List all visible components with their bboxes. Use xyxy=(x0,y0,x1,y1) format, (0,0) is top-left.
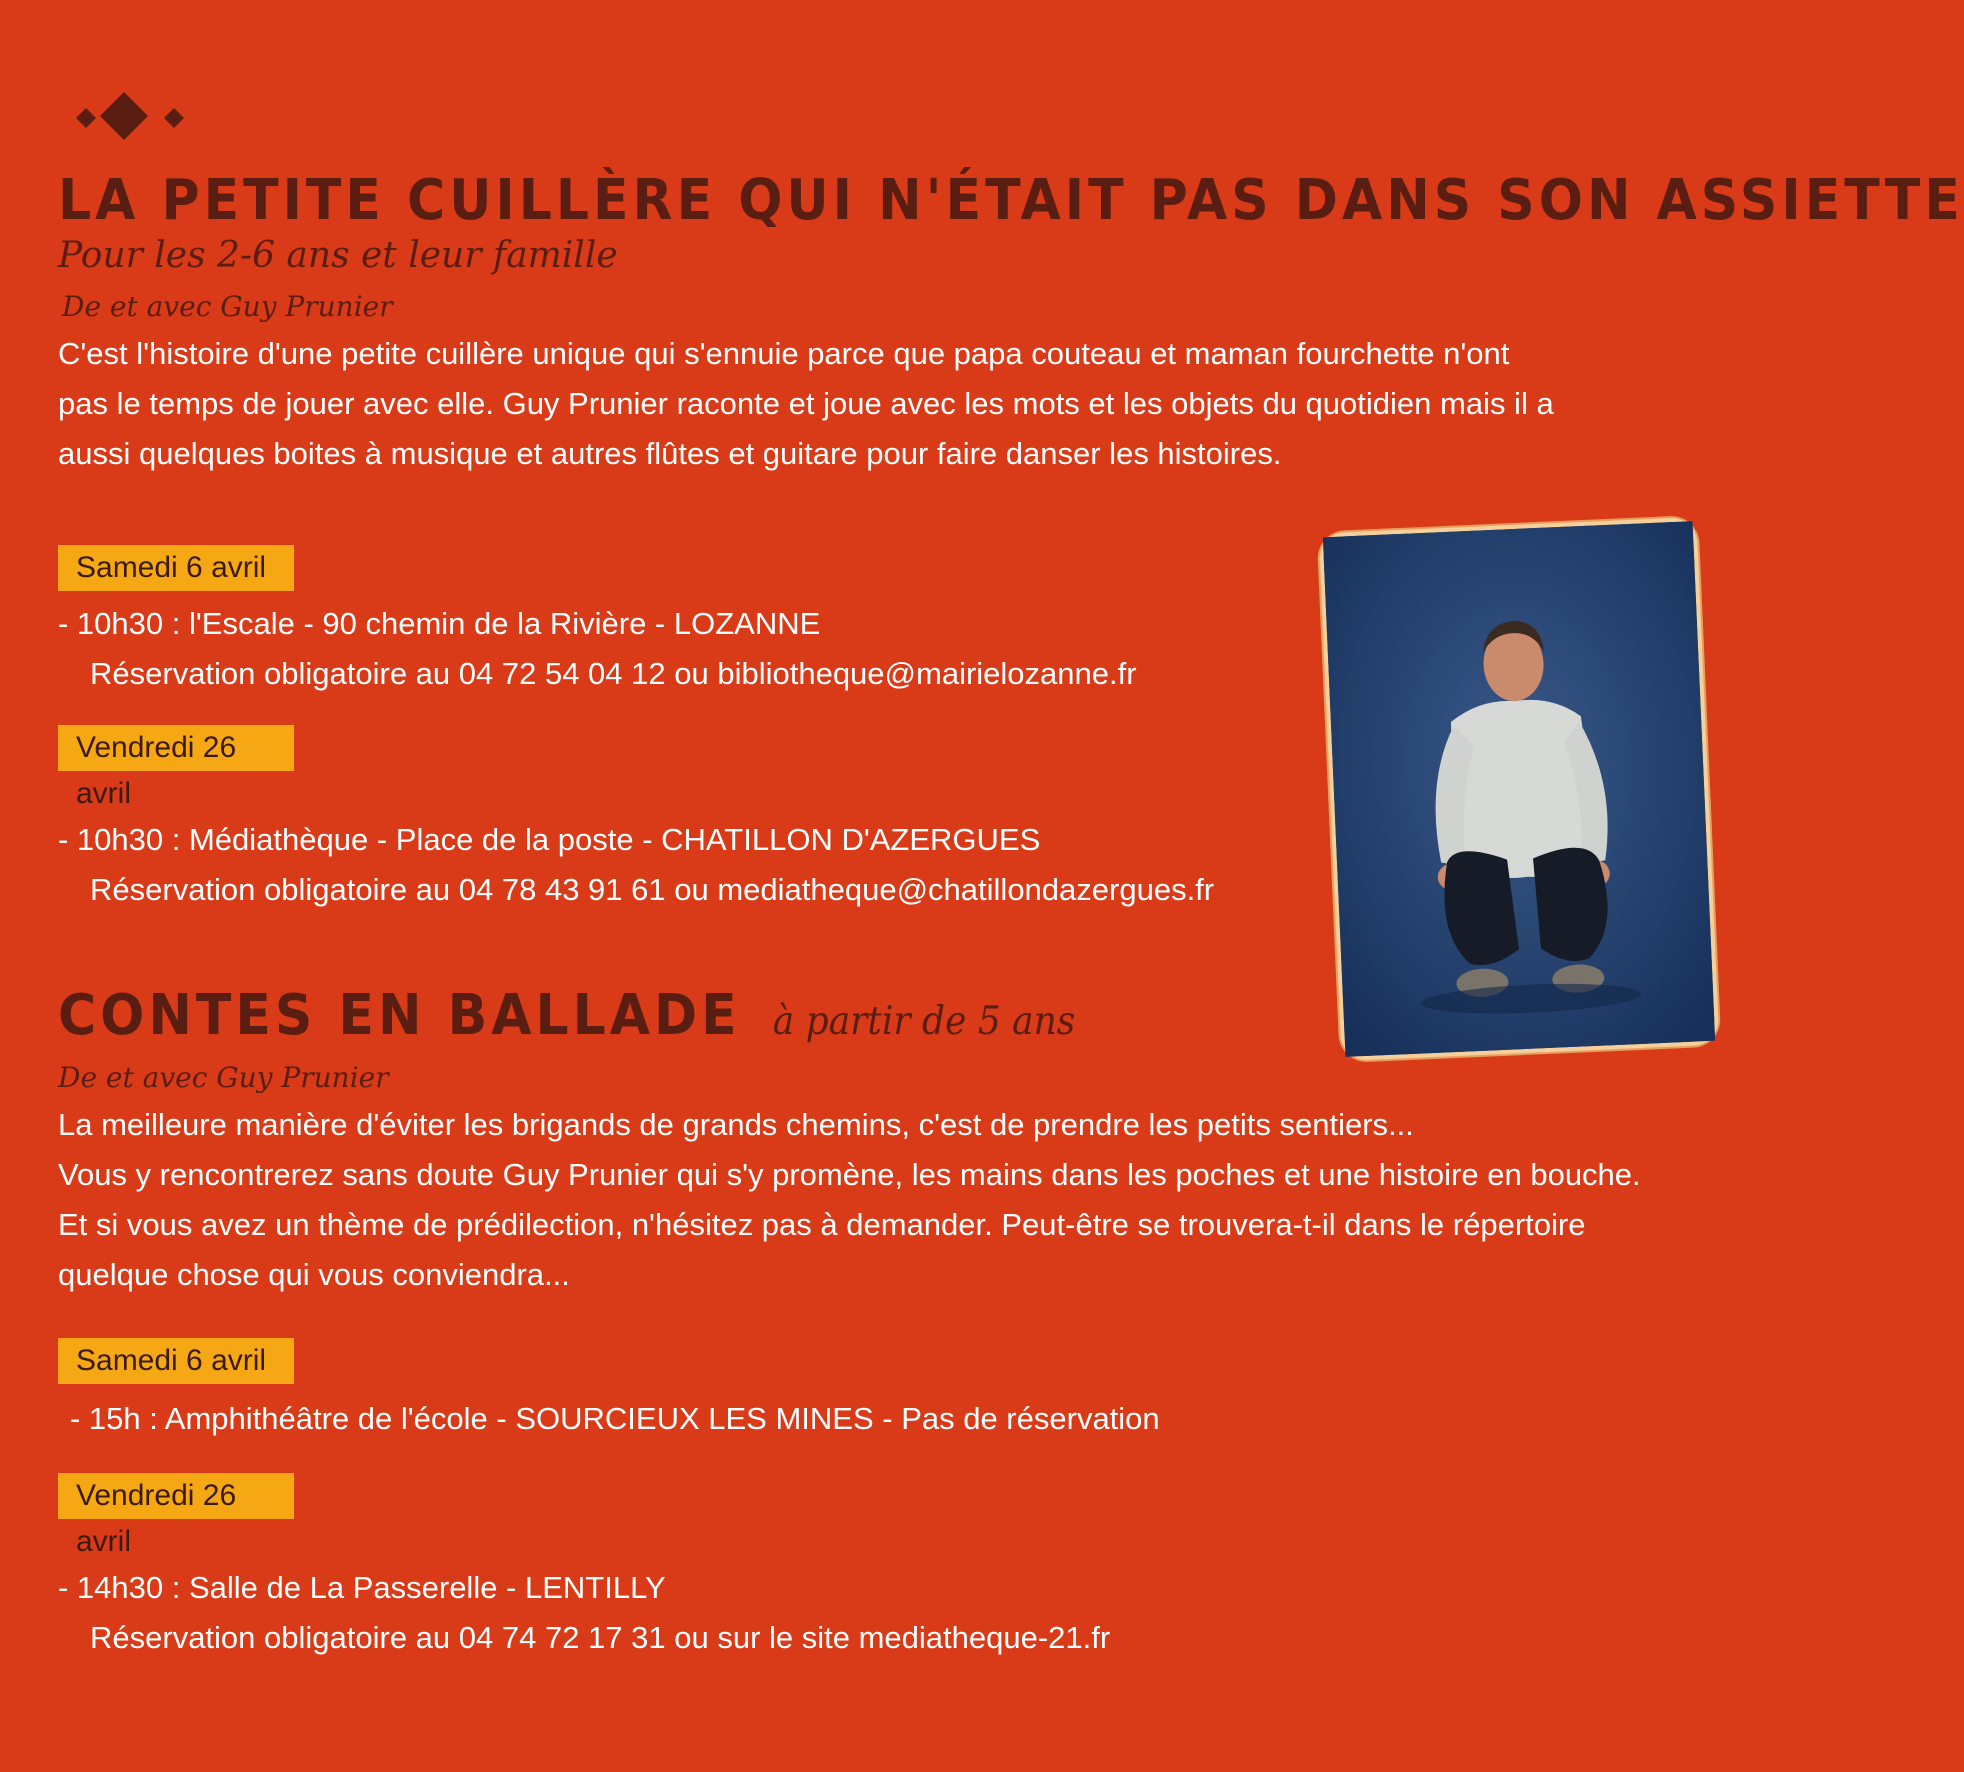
date-badge: Samedi 6 avril xyxy=(58,545,294,591)
date-badge: Vendredi 26 avril xyxy=(58,1473,294,1519)
description-line: aussi quelques boites à musique et autres flûtes et guitare pour faire danser les histoires. xyxy=(58,436,1282,471)
event-reservation: Réservation obligatoire au 04 74 72 17 31 ou sur le site mediatheque-21.fr xyxy=(90,1620,1111,1655)
description-line: Et si vous avez un thème de prédilection, n'hésitez pas à demander. Peut-être se trouvera-t-il dans le répertoire xyxy=(58,1207,1586,1242)
event-venue: - 15h : Amphithéâtre de l'école - SOURCIEUX LES MINES - Pas de réservation xyxy=(70,1401,1160,1436)
performer-photo xyxy=(1319,517,1720,1061)
section2-event-2 xyxy=(58,1473,1110,1663)
event-reservation: Réservation obligatoire au 04 72 54 04 12 ou bibliotheque@mairielozanne.fr xyxy=(90,656,1137,691)
description-line: Vous y rencontrerez sans doute Guy Prunier qui s'y promène, les mains dans les poches et une histoire en bouche. xyxy=(58,1157,1641,1192)
section2-title-text: CONTES EN BALLADE xyxy=(58,983,741,1049)
description-line: pas le temps de jouer avec elle. Guy Prunier raconte et joue avec les mots et les objets du quotidien mais il a xyxy=(58,386,1554,421)
section1-event-1 xyxy=(58,545,1137,699)
section1-byline: De et avec Guy Prunier xyxy=(62,290,393,323)
section1-subtitle: Pour les 2-6 ans et leur famille xyxy=(58,235,618,276)
section1-description xyxy=(58,329,1718,479)
diamonds-icon xyxy=(64,88,184,148)
description-line: La meilleure manière d'éviter les brigands de grands chemins, c'est de prendre les petits sentiers... xyxy=(58,1107,1414,1142)
description-line: C'est l'histoire d'une petite cuillère unique qui s'ennuie parce que papa couteau et maman fourchette n'ont xyxy=(58,336,1510,371)
person-crouching-icon xyxy=(1323,521,1715,1057)
section1-title: LA PETITE CUILLÈRE QUI N'ÉTAIT PAS DANS SON ASSIETTE xyxy=(58,168,1964,234)
date-badge: Vendredi 26 avril xyxy=(58,725,294,771)
event-reservation: Réservation obligatoire au 04 78 43 91 61 ou mediatheque@chatillondazergues.fr xyxy=(90,872,1215,907)
section2-event-1 xyxy=(58,1338,1160,1444)
date-badge: Samedi 6 avril xyxy=(58,1338,294,1384)
description-line: quelque chose qui vous conviendra... xyxy=(58,1257,570,1292)
event-venue: - 10h30 : Médiathèque - Place de la poste - CHATILLON D'AZERGUES xyxy=(58,822,1041,857)
section2-byline: De et avec Guy Prunier xyxy=(58,1061,389,1094)
section1-event-2 xyxy=(58,725,1214,915)
section2-age: à partir de 5 ans xyxy=(772,999,1076,1044)
event-venue: - 10h30 : l'Escale - 90 chemin de la Rivière - LOZANNE xyxy=(58,606,821,641)
section2-description xyxy=(58,1100,1718,1300)
event-venue: - 14h30 : Salle de La Passerelle - LENTILLY xyxy=(58,1570,666,1605)
show-section-1 xyxy=(58,165,1964,479)
